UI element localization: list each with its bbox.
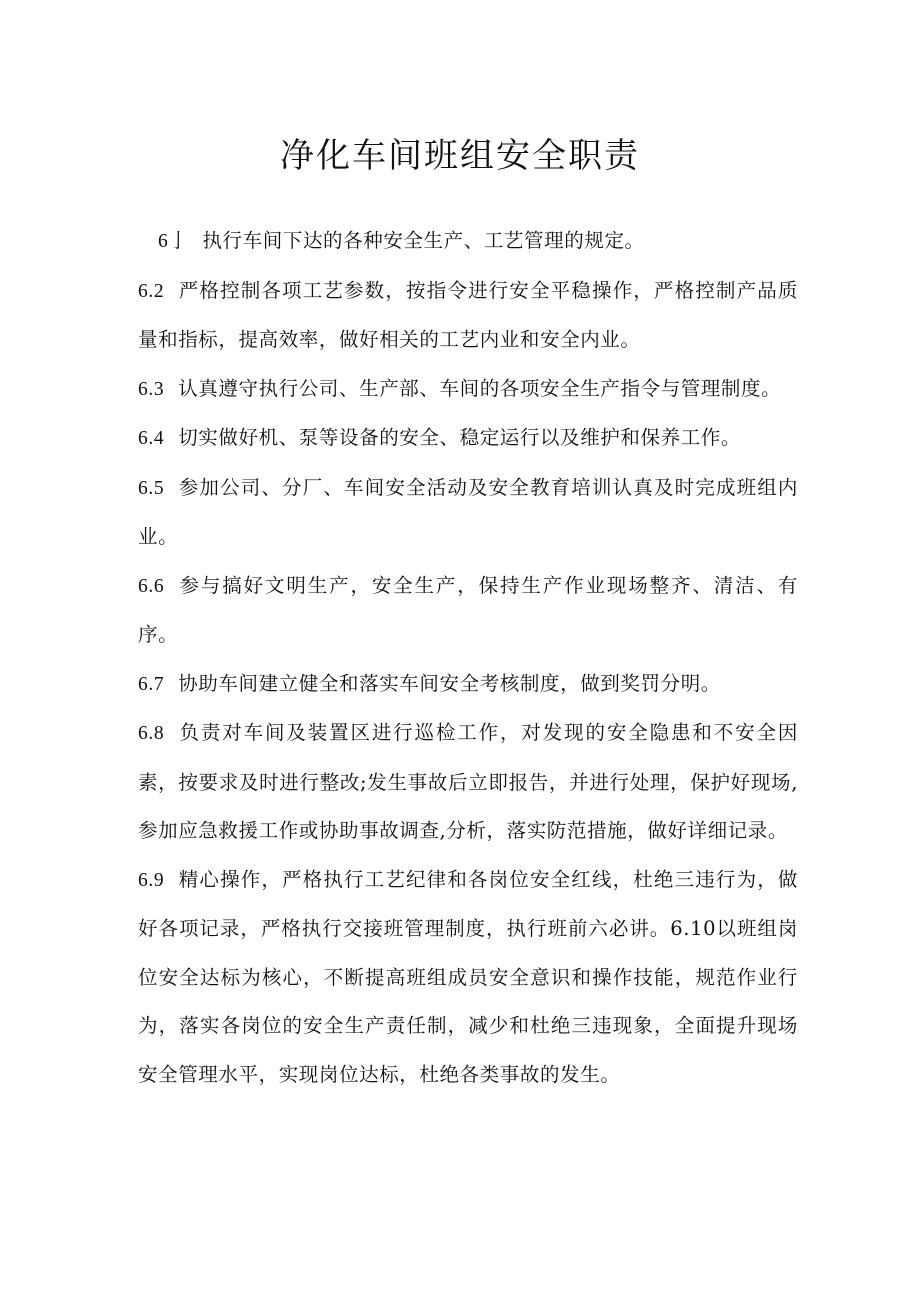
clause-text: 精心操作，严格执行工艺纪律和各岗位安全红线，杜绝三违行为，做好各项记录，严格执行交接班管理制度，执行班前六必讲。6.10以班组岗位安全达标为核心，不断提高班组成员安全意识和操作技能，规范作业行为，落实各岗位的安全生产责任制，减少和杜绝三违现象，全面提升现场安全管理水平，实现岗位达标，杜绝各类事故的发生。 [138, 867, 798, 1086]
clause-6-1 [138, 217, 798, 267]
clause-text: 严格控制各项工艺参数，按指令进行安全平稳操作，严格控制产品质量和指标，提高效率，做好相关的工艺内业和安全内业。 [138, 278, 798, 351]
clause-text: 切实做好机、泵等设备的安全、稳定运行以及维护和保养工作。 [178, 426, 741, 449]
document-title: 净化车间班组安全职责 [280, 136, 640, 176]
clause-text: 执行车间下达的各种安全生产、工艺管理的规定。 [202, 229, 645, 252]
clause-number: 6.6 [138, 575, 165, 597]
clause-number: 6.4 [138, 428, 165, 449]
clause-number: 6.3 [138, 378, 165, 400]
clause-text: 认真遵守执行公司、生产部、车间的各项安全生产指令与管理制度。 [178, 376, 782, 400]
clause-number: 6.2 [138, 280, 165, 302]
clause-6-9 [138, 856, 798, 1100]
clause-number: 6亅 [158, 231, 189, 252]
clause-6-5 [138, 464, 798, 562]
clause-6-2 [138, 267, 798, 365]
clause-text: 参与搞好文明生产，安全生产，保持生产作业现场整齐、清洁、有序。 [138, 573, 798, 646]
clause-number: 6.5 [138, 477, 165, 499]
clause-number: 6.7 [138, 673, 165, 695]
clause-number: 6.8 [138, 723, 165, 744]
clause-6-6 [138, 562, 798, 660]
clause-text: 参加公司、分厂、车间安全活动及安全教育培训认真及时完成班组内业。 [138, 475, 798, 548]
clause-text: 负责对车间及装置区进行巡检工作，对发现的安全隐患和不安全因素，按要求及时进行整改;发生事故后立即报告，并进行处理，保护好现场,参加应急救援工作或协助事故调查,分析，落实防范措施，做好详细记录。 [138, 721, 798, 842]
clause-6-7 [138, 660, 798, 710]
clause-text: 协助车间建立健全和落实车间安全考核制度，做到奖罚分明。 [178, 671, 721, 695]
clause-6-3 [138, 365, 798, 415]
clause-6-4 [138, 414, 798, 464]
document-body [138, 217, 798, 1099]
clause-number: 6.9 [138, 869, 165, 891]
clause-6-8 [138, 709, 798, 856]
